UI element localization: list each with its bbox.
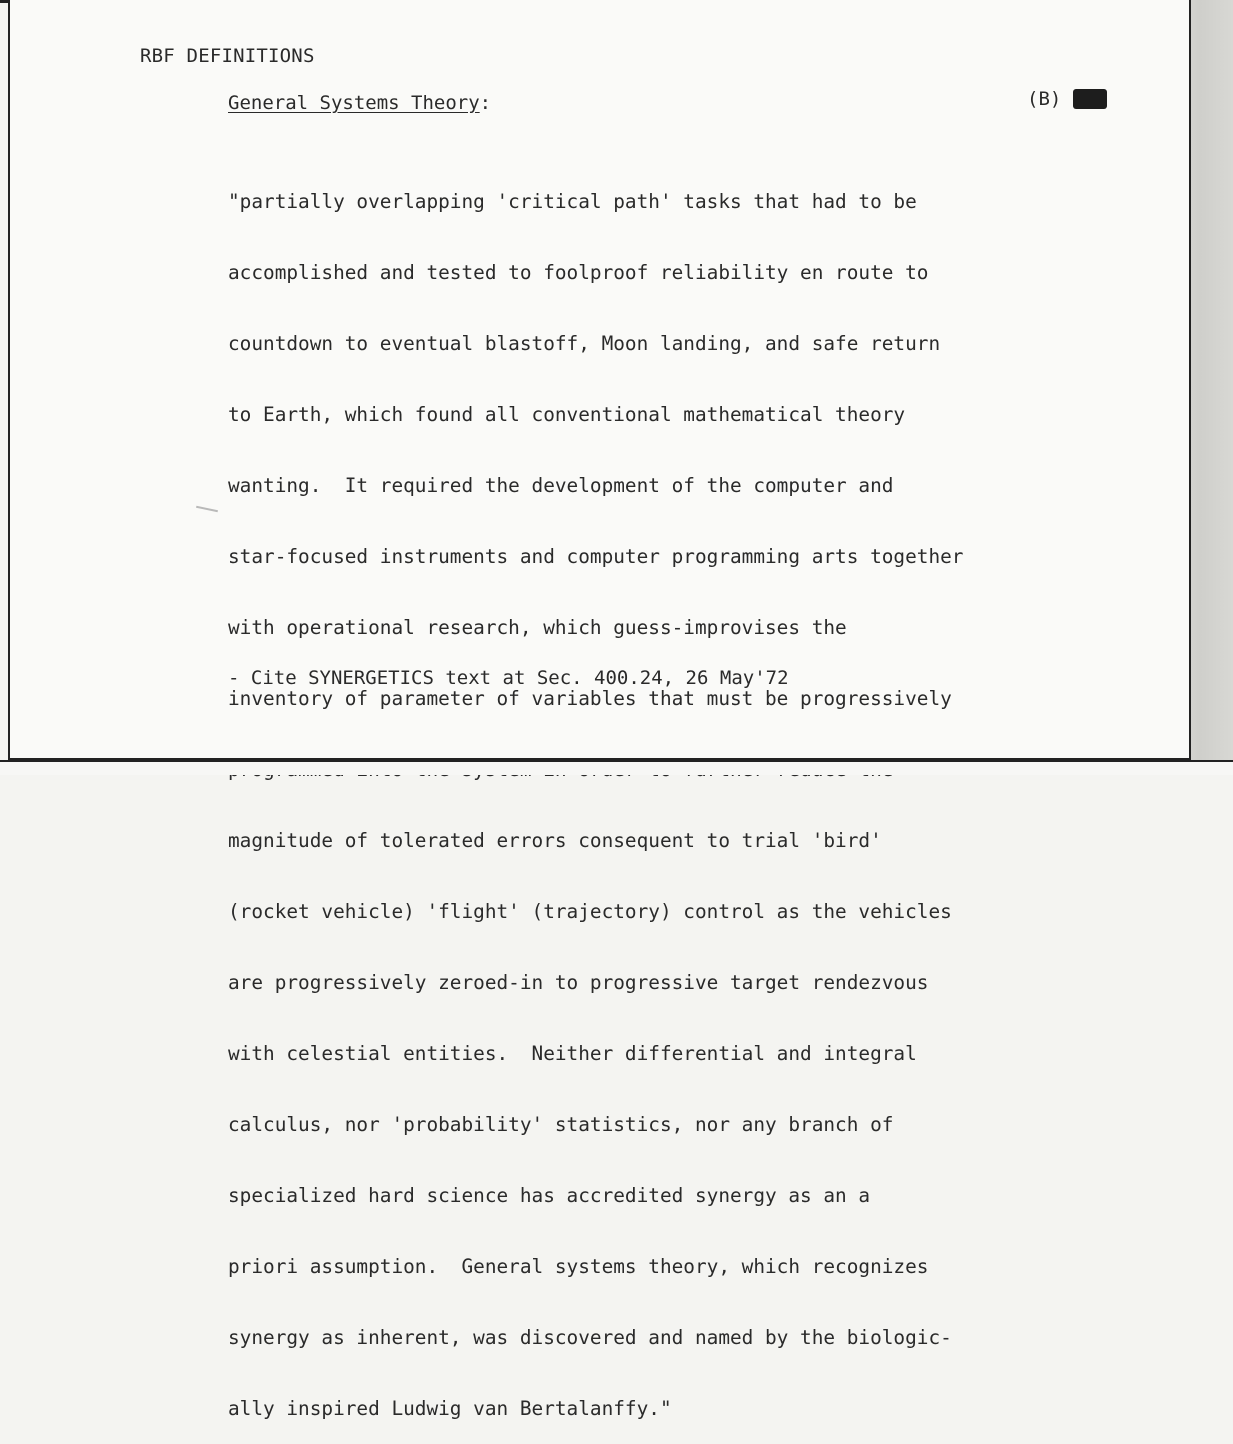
- quote-line: (rocket vehicle) 'flight' (trajectory) control as the vehicles: [228, 900, 952, 923]
- quote-line: ally inspired Ludwig van Bertalanffy.": [228, 1396, 672, 1420]
- quote-line: with operational research, which guess-improvises the: [228, 616, 847, 640]
- subject-title-text: General Systems Theory: [228, 92, 480, 114]
- quote-line: inventory of parameter of variables that must be progressively: [228, 687, 952, 711]
- next-card-edge: [0, 760, 1233, 775]
- quote-line: wanting. It required the development of the computer and: [228, 474, 894, 498]
- subject-title-colon: :: [479, 92, 492, 114]
- category-tag: [1027, 88, 1107, 110]
- quote-line: with celestial entities. Neither differential and integral: [228, 1041, 917, 1065]
- quote-line: calculus, nor 'probability' statistics, nor any branch of: [228, 1112, 894, 1136]
- quote-line: accomplished and tested to foolproof reliability en route to: [228, 261, 929, 285]
- tab-marker-icon: [1073, 89, 1107, 109]
- quote-line: are progressively zeroed-in to progressive target rendezvous: [228, 970, 929, 994]
- citation: - Cite SYNERGETICS text at Sec. 400.24, 26 May'72: [228, 667, 789, 689]
- definition-quote: [228, 143, 1128, 1444]
- quote-line: synergy as inherent, was discovered and named by the biologic-: [228, 1325, 952, 1349]
- quote-line: "partially overlapping 'critical path' tasks that had to be: [228, 190, 917, 214]
- quote-line: star-focused instruments and computer programming arts together: [228, 545, 964, 569]
- quote-line: magnitude of tolerated errors consequent to trial 'bird': [228, 829, 882, 853]
- category-tag-label: (B): [1027, 88, 1062, 110]
- quote-line: to Earth, which found all conventional mathematical theory: [228, 403, 906, 427]
- quote-line: specialized hard science has accredited synergy as an a: [228, 1183, 871, 1207]
- page-heading: RBF DEFINITIONS: [140, 45, 315, 67]
- quote-line: countdown to eventual blastoff, Moon landing, and safe return: [228, 332, 941, 356]
- quote-line: priori assumption. General systems theory, which recognizes: [228, 1254, 929, 1278]
- subject-title: [228, 92, 491, 114]
